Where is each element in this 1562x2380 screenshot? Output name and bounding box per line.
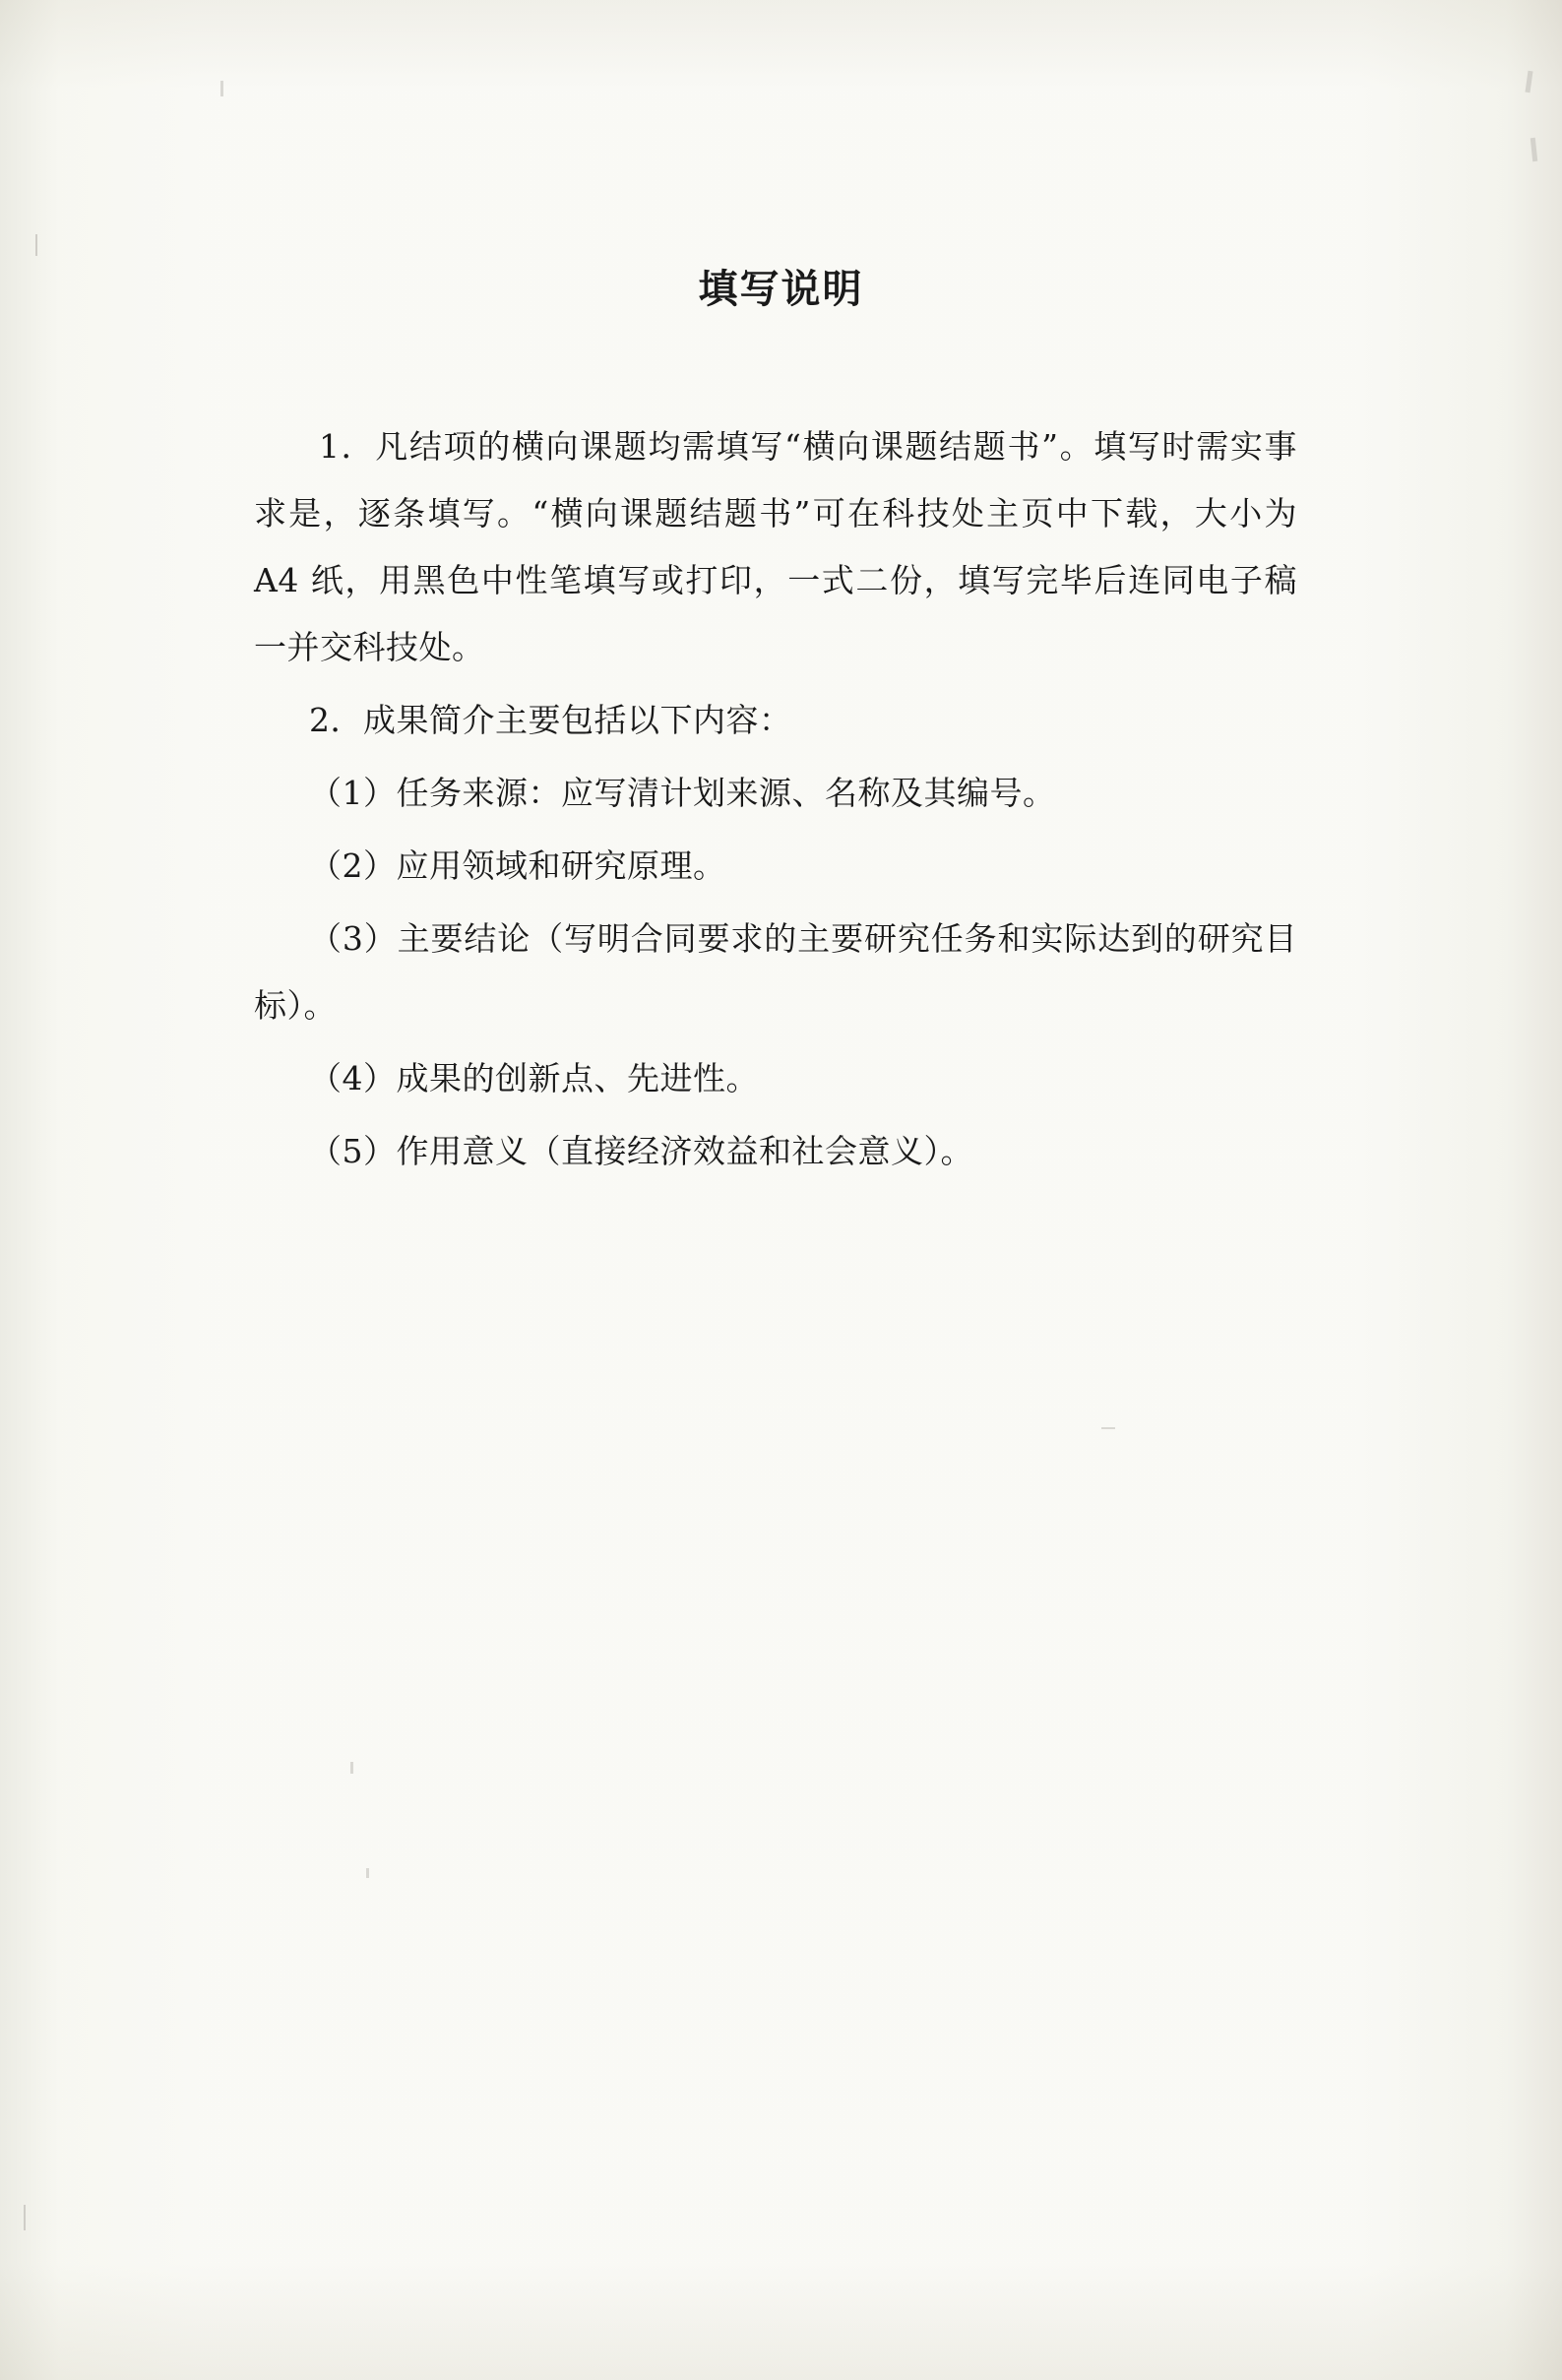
paragraph-item-2: 2．成果简介主要包括以下内容： bbox=[309, 701, 792, 739]
paragraph-item-2-4: （4）成果的创新点、先进性。 bbox=[309, 1059, 759, 1097]
paragraph-item-2-2: （2）应用领域和研究原理。 bbox=[309, 846, 726, 885]
instructions-body bbox=[254, 413, 1297, 1185]
paragraph-item-2-3: （3）主要结论（写明合同要求的主要研究任务和实际达到的研究目标）。 bbox=[254, 919, 1297, 1025]
page-title: 填写说明 bbox=[698, 267, 864, 312]
paragraph-item-1: 1．凡结项的横向课题均需填写“横向课题结题书”。填写时需实事求是，逐条填写。“横向课题结题书”可在科技处主页中下载，大小为 A4 纸，用黑色中性笔填写或打印，一式二份，填写完毕后连同电子稿一并交科技处。 bbox=[254, 427, 1297, 666]
paragraph-item-2-1: （1）任务来源：应写清计划来源、名称及其编号。 bbox=[309, 774, 1056, 812]
paragraph-item-2-5: （5）作用意义（直接经济效益和社会意义）。 bbox=[309, 1132, 973, 1170]
